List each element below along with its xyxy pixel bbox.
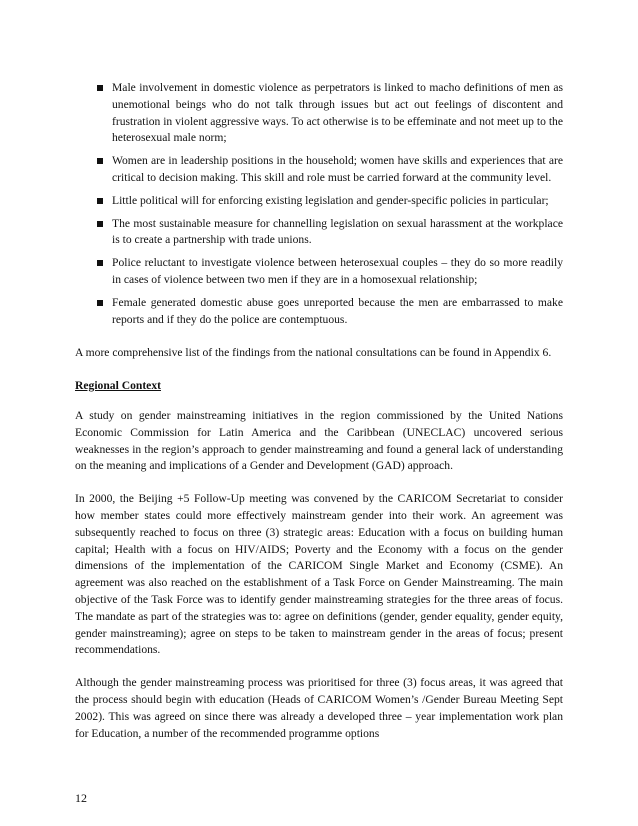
page-content bbox=[75, 80, 563, 758]
list-item bbox=[75, 153, 563, 187]
list-item-text: The most sustainable measure for channelling legislation on sexual harassment at the workplace is to create a partnership with trade unions. bbox=[112, 216, 563, 247]
square-bullet-icon bbox=[97, 300, 103, 306]
square-bullet-icon bbox=[97, 260, 103, 266]
education-priority-paragraph: Although the gender mainstreaming process was prioritised for three (3) focus areas, it was agreed that the process should begin with education (Heads of CARICOM Women’s /Gender Bureau Meeting Sept 2002). This was agreed on since there was already a developed three – year implementation work plan for Education, a number of the recommended programme options bbox=[75, 676, 563, 740]
list-item-text: Little political will for enforcing existing legislation and gender-specific policies in particular; bbox=[112, 193, 549, 207]
list-item-text: Male involvement in domestic violence as perpetrators is linked to macho definitions of men as unemotional beings who do not talk through issues but act out feelings of discontent and frustration in violent aggressive ways. To act otherwise is to be effeminate and not meet up to the heterosexual male norm; bbox=[112, 81, 563, 145]
findings-bullet-list bbox=[75, 80, 563, 328]
section-heading: Regional Context bbox=[75, 379, 161, 393]
page-number: 12 bbox=[75, 791, 87, 805]
appendix-reference-paragraph: A more comprehensive list of the findings from the national consultations can be found in Appendix 6. bbox=[75, 346, 552, 360]
square-bullet-icon bbox=[97, 85, 103, 91]
square-bullet-icon bbox=[97, 221, 103, 227]
list-item-text: Women are in leadership positions in the household; women have skills and experiences that are critical to decision making. This skill and role must be carried forward at the community level. bbox=[112, 154, 563, 184]
list-item-text: Police reluctant to investigate violence between heterosexual couples – they do so more readily in cases of violence between two men if they are in a homosexual relationship; bbox=[112, 256, 563, 286]
list-item-text: Female generated domestic abuse goes unreported because the men are embarrassed to make reports and if they do the police are contemptuous. bbox=[112, 295, 563, 326]
list-item bbox=[75, 255, 563, 289]
list-item bbox=[75, 80, 563, 147]
square-bullet-icon bbox=[97, 198, 103, 204]
list-item bbox=[75, 216, 563, 250]
list-item bbox=[75, 295, 563, 329]
list-item bbox=[75, 193, 563, 210]
uneclac-study-paragraph: A study on gender mainstreaming initiatives in the region commissioned by the United Nations Economic Commission for Latin America and the Caribbean (UNECLAC) uncovered serious weaknesses in the region’s approach to gender mainstreaming and found a general lack of understanding on the meaning and implications of a Gender and Development (GAD) approach. bbox=[75, 408, 563, 473]
beijing-follow-up-paragraph: In 2000, the Beijing +5 Follow-Up meeting was convened by the CARICOM Secretariat to consider how member states could more effectively mainstream gender into their work. An agreement was subsequently reached to focus on three (3) strategic areas: Education with a focus on building human capital; Health with a focus on HIV/AIDS; Poverty and the Economy with a focus on the gender dimensions of the implementation of the CARICOM Single Market and Economy (CSME). An agreement was also reached on the establishment of a Task Force on Gender Mainstreaming. The main objective of the Task Force was to identify gender mainstreaming strategies for the three areas of focus. The mandate as part of the strategies was to: agree on definitions (gender, gender equality, gender equity, gender mainstreaming); agree on steps to be taken to mainstream gender in the areas of focus; present recommendations. bbox=[75, 492, 563, 657]
square-bullet-icon bbox=[97, 158, 103, 164]
